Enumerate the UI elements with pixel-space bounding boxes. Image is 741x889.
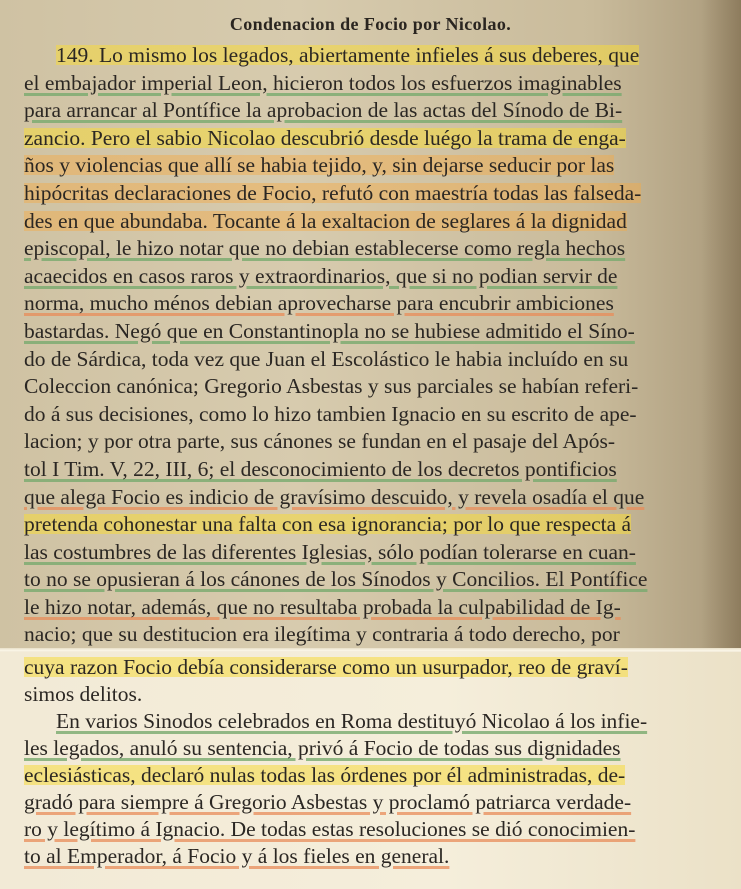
upper-text-block [24,42,739,649]
text-line-content: ños y violencias que allí se habia tejido, y, sin dejarse seducir por las [24,153,615,178]
text-line-content: le hizo notar, además, que no resultaba probada la culpabilidad de Ig- [24,594,621,619]
running-head: Condenacion de Focio por Nicolao. [229,14,512,34]
text-line-content: lacion; y por otra parte, sus cánones se fundan en el pasaje del Após- [24,429,616,454]
text-line [24,456,739,484]
text-line [24,654,739,681]
text-line-content: hipócritas declaraciones de Focio, refutó con maestría todas las falseda- [24,180,642,205]
text-line [24,208,739,236]
text-line-content: que alega Focio es indicio de gravísimo descuido, y revela osadía el que [24,484,645,509]
text-line [24,539,739,567]
text-line-content: episcopal, le hizo notar que no debian establecerse como regla hechos [24,236,626,261]
text-line [24,346,739,374]
text-line [24,318,739,346]
text-line-content: pretenda cohonestar una falta con esa ignorancia; por lo que respecta á [24,512,632,537]
text-line-content: el embajador imperial Leon, hicieron todos los esfuerzos imaginables [24,70,622,95]
text-line-content: En varios Sinodos celebrados en Roma destituyó Nicolao á los infie- [56,709,648,733]
text-line-content: gradó para siempre á Gregorio Asbestas y proclamó patriarca verdade- [24,790,632,814]
text-line-content: ro y legítimo á Ignacio. De todas estas resoluciones se dió conocimien- [24,817,636,841]
text-line [24,566,739,594]
text-line-content: Coleccion canónica; Gregorio Asbestas y sus parciales se habían referi- [24,374,639,399]
text-line-content: eclesiásticas, declaró nulas todas las órdenes por él administradas, de- [24,763,626,787]
text-line-content: les legados, anuló su sentencia, privó á Focio de todas sus dignidades [24,736,621,760]
text-line [24,401,739,429]
text-line-content: tol I Tim. V, 22, III, 6; el desconocimiento de los decretos pontificios [24,456,617,481]
text-line [24,70,739,98]
text-line [24,511,739,539]
text-line [24,681,739,708]
text-line-content: acaecidos en casos raros y extraordinarios, que si no podian servir de [24,263,618,288]
text-line-content: do de Sárdica, toda vez que Juan el Escolástico le habia incluído en su [24,346,629,371]
text-line [24,621,739,649]
text-line-content: cuya razon Focio debía considerarse como un usurpador, reo de graví- [24,655,628,679]
text-line-content: para arrancar al Pontífice la aprobacion de las actas del Sínodo de Bi- [24,98,623,123]
text-line [24,290,739,318]
text-line-content: do á sus decisiones, como lo hizo tambien Ignacio en su escrito de ape- [24,401,637,426]
text-line [24,263,739,291]
text-line-content: to no se opusieran á los cánones de los Sínodos y Concilios. El Pontífice [24,567,648,592]
text-line-content: des en que abundaba. Tocante á la exaltacion de seglares á la dignidad [24,208,627,233]
text-line-content: norma, mucho ménos debian aprovecharse para encubrir ambiciones [24,291,614,316]
text-line-content: zancio. Pero el sabio Nicolao descubrió desde luégo la trama de enga- [24,125,626,150]
text-line [24,42,739,70]
lower-text-block [24,654,739,870]
text-line [24,484,739,512]
text-line [24,125,739,153]
text-line [24,594,739,622]
text-line [24,708,739,735]
text-line-content: nacio; que su destitucion era ilegítima y contraria á todo derecho, por [24,622,620,647]
text-line [24,373,739,401]
text-line [24,762,739,789]
text-line [24,97,739,125]
text-line-content: simos delitos. [24,682,143,706]
text-line [24,735,739,762]
text-line [24,152,739,180]
text-line-content: to al Emperador, á Focio y á los fieles en general. [24,844,450,868]
text-line-content: bastardas. Negó que en Constantinopla no se hubiese admitido el Síno- [24,318,635,343]
text-line-content: las costumbres de las diferentes Iglesias, sólo podían tolerarse en cuan- [24,539,636,564]
text-line-content: 149. Lo mismo los legados, abiertamente infieles á sus deberes, que [56,43,640,67]
text-line [24,428,739,456]
text-line [24,789,739,816]
text-line [24,816,739,843]
text-line [24,180,739,208]
text-line [24,843,739,870]
text-line [24,235,739,263]
